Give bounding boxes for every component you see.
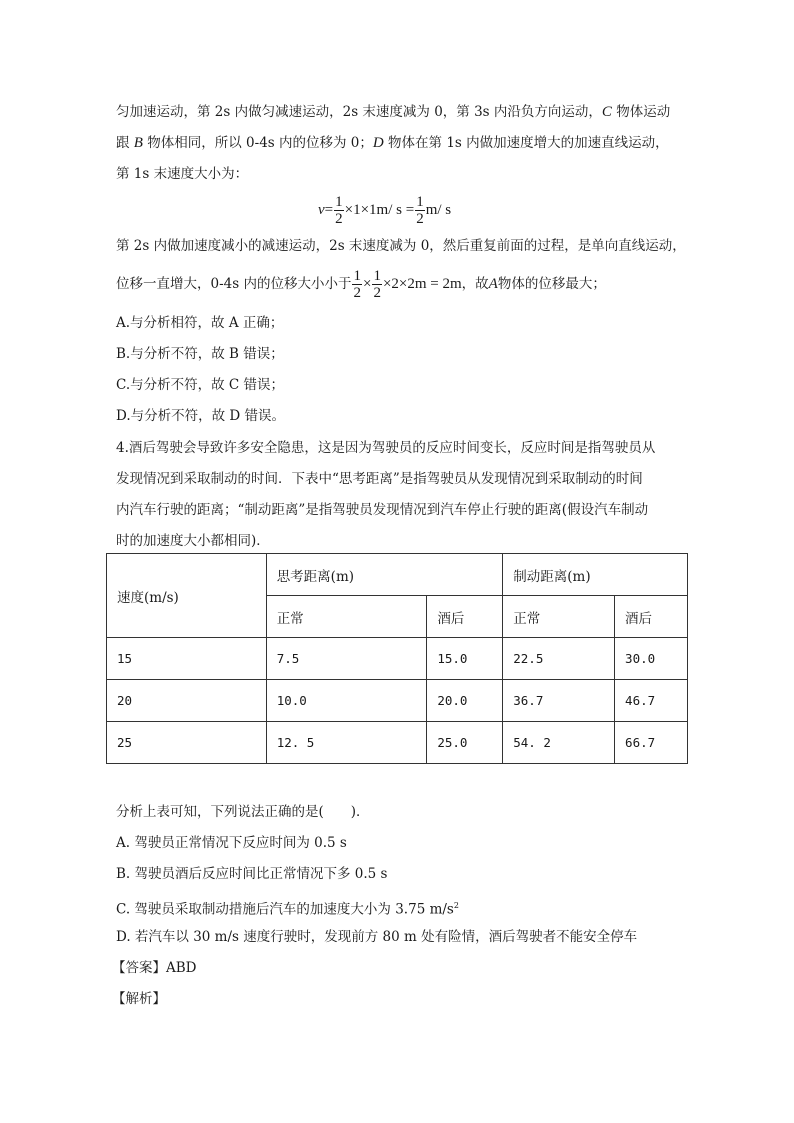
question-line-3: 内汽车行驶的距离；“制动距离”是指驾驶员发现情况到汽车停止行驶的距离(假设汽车制动 xyxy=(116,502,649,518)
answer-analysis-b: B.与分析不符，故 B 错误； xyxy=(116,346,284,362)
think-normal-header: 正常 xyxy=(266,596,427,638)
speed-cell: 20 xyxy=(107,680,267,722)
speed-cell: 25 xyxy=(107,722,267,764)
solution-line-4: 第 2s 内做加速度减小的减速运动，2s 末速度减为 0，然后重复前面的过程，是单向直线运动， xyxy=(116,238,686,254)
analysis-label: 【解析】 xyxy=(112,991,166,1007)
option-b: B. 驾驶员酒后反应时间比正常情况下多 0.5 s xyxy=(116,866,388,882)
fraction: $\frac{1}{2}$ xyxy=(373,267,381,301)
table-row xyxy=(107,722,688,764)
brake-normal-header: 正常 xyxy=(503,596,615,638)
table-row xyxy=(107,680,688,722)
brake-drunk-cell: 66.7 xyxy=(615,722,688,764)
brake-drunk-header: 酒后 xyxy=(615,596,688,638)
brake-drunk-cell: 30.0 xyxy=(615,638,688,680)
speed-cell: 15 xyxy=(107,638,267,680)
option-c: C. 驾驶员采取制动措施后汽车的加速度大小为 3.75 $m/s^2$ xyxy=(116,901,459,918)
think-drunk-cell: 25.0 xyxy=(427,722,503,764)
fraction: $\frac{1}{2}$ xyxy=(353,267,361,301)
fraction: $\frac{1}{2}$ xyxy=(335,193,343,227)
brake-normal-cell: 22.5 xyxy=(503,638,615,680)
solution-line-3: 第 1s 末速度大小为： xyxy=(116,166,249,182)
velocity-formula: v = $\frac{1}{2}$ ×1×1m/ s = $\frac{1}{2}$ m/ s xyxy=(318,193,452,227)
question-line-4: 时的加速度大小都相同)． xyxy=(116,533,270,549)
brake-drunk-cell: 46.7 xyxy=(615,680,688,722)
think-normal-cell: 7.5 xyxy=(266,638,427,680)
question-prompt: 分析上表可知，下列说法正确的是( )． xyxy=(116,804,370,820)
think-normal-cell: 10.0 xyxy=(266,680,427,722)
think-drunk-cell: 20.0 xyxy=(427,680,503,722)
solution-line-5: 位移一直增大，0-4s 内的位移大小小于 $\frac{1}{2}$ × $\frac{1}{2}$ ×2×2m = 2m ，故 A 物体的位移最大； xyxy=(116,267,606,301)
table-row xyxy=(107,638,688,680)
think-drunk-cell: 15.0 xyxy=(427,638,503,680)
question-line-2: 发现情况到采取制动的时间．下表中“思考距离”是指驾驶员从发现情况到采取制动的时间 xyxy=(116,471,643,487)
think-normal-cell: 12. 5 xyxy=(266,722,427,764)
answer-analysis-c: C.与分析不符，故 C 错误； xyxy=(116,377,285,393)
think-drunk-header: 酒后 xyxy=(427,596,503,638)
solution-line-1: 匀加速运动，第 2s 内做匀减速运动，2s 末速度减为 0，第 3s 内沿负方向运动，C 物体运动 xyxy=(116,104,671,120)
option-a: A. 驾驶员正常情况下反应时间为 0.5 s xyxy=(116,835,347,851)
fraction: $\frac{1}{2}$ xyxy=(416,193,424,227)
brake-normal-cell: 54. 2 xyxy=(503,722,615,764)
solution-line-2: 跟 B 物体相同，所以 0-4s 内的位移为 0；D 物体在第 1s 内做加速度增大的加速直线运动， xyxy=(116,135,669,151)
brake-distance-header: 制动距离(m) xyxy=(503,554,688,596)
question-line-1: 4.酒后驾驶会导致许多安全隐患，这是因为驾驶员的反应时间变长，反应时间是指驾驶员从 xyxy=(116,440,656,456)
answer-label: 【答案】ABD xyxy=(112,960,197,976)
think-distance-header: 思考距离(m) xyxy=(266,554,503,596)
option-d: D. 若汽车以 30 m/s 速度行驶时，发现前方 80 m 处有险情，酒后驾驶者不能安全停车 xyxy=(116,929,638,945)
distance-table xyxy=(106,553,688,764)
brake-normal-cell: 36.7 xyxy=(503,680,615,722)
speed-header: 速度(m/s) xyxy=(107,554,267,638)
answer-analysis-d: D.与分析不符，故 D 错误。 xyxy=(116,408,286,424)
answer-analysis-a: A.与分析相符，故 A 正确； xyxy=(116,315,284,331)
